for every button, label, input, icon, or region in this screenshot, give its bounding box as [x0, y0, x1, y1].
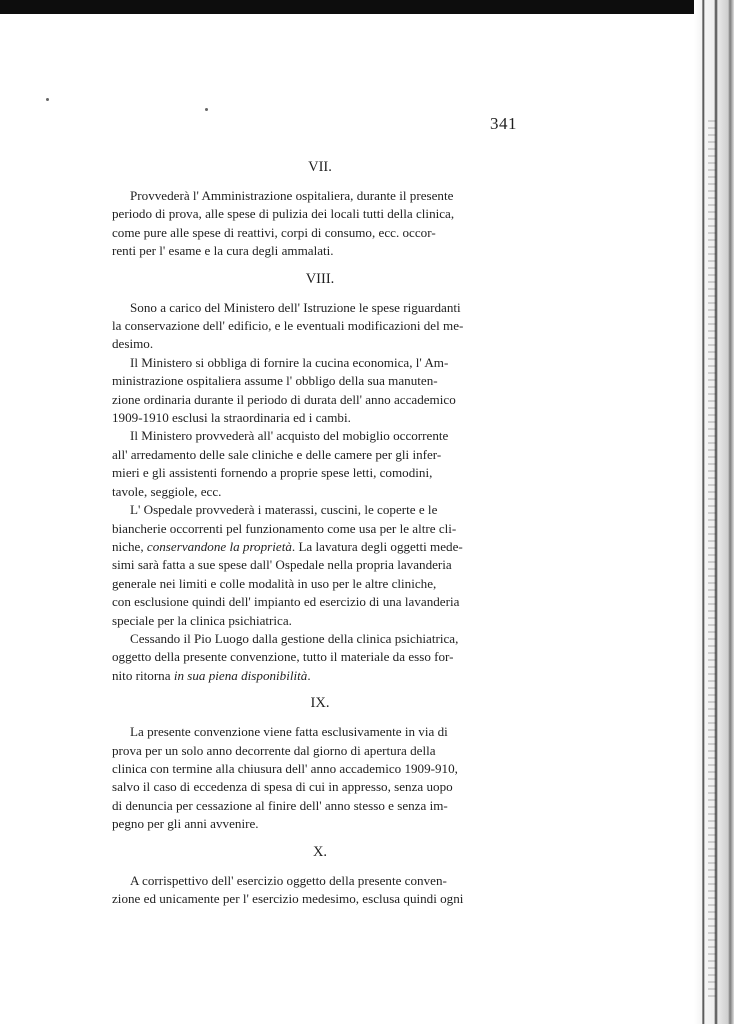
text-line: prova per un solo anno decorrente dal giorno di apertura della [112, 742, 436, 758]
text-line: tavole, seggiole, ecc. [112, 483, 222, 499]
text-line: all' arredamento delle sale cliniche e delle camere per gli infer- [112, 446, 442, 462]
page-number: 341 [490, 114, 517, 133]
section-heading: IX. [310, 695, 330, 712]
italic-text: conservandone la proprietà [146, 538, 292, 554]
text-line: simi sarà fatta a sue spese dall' Ospedale nella propria lavanderia [112, 557, 452, 573]
text-line: speciale per la clinica psichiatrica. [112, 612, 292, 628]
scan-top-border [0, 0, 734, 14]
text-line [112, 538, 528, 556]
paragraph [112, 501, 528, 630]
text-segment: niche, [112, 538, 147, 554]
text-segment: nito ritorna [112, 667, 174, 683]
paragraph [112, 299, 528, 354]
text-line: ministrazione ospitaliera assume l' obbligo della sua manuten- [112, 373, 438, 389]
text-line: Il Ministero si obbliga di fornire la cucina economica, l' Am- [130, 354, 449, 370]
text-line: La presente convenzione viene fatta esclusivamente in via di [130, 724, 448, 740]
paragraph [112, 427, 528, 501]
paragraph [112, 187, 528, 261]
text-line: zione ordinaria durante il periodo di durata dell' anno accademico [112, 391, 456, 407]
scan-speck [46, 98, 49, 101]
text-line: A corrispettivo dell' esercizio oggetto della presente conven- [130, 872, 447, 888]
paragraph [112, 630, 528, 685]
text-line: mieri e gli assistenti fornendo a proprie spese letti, comodini, [112, 465, 433, 481]
text-line: biancherie occorrenti pel funzionamento come usa per le altre cli- [112, 520, 457, 536]
text-line: desimo. [112, 336, 154, 352]
section-x [112, 842, 528, 909]
text-line: pegno per gli anni avvenire. [112, 816, 259, 832]
text-line: generale nei limiti e colle modalità in uso per le altre cliniche, [112, 575, 437, 591]
section-heading: VII. [308, 159, 332, 175]
scan-right-edge [694, 0, 734, 1024]
text-line: Il Ministero provvederà all' acquisto del mobiglio occorrente [130, 428, 449, 444]
text-line: 1909-1910 esclusi la straordinaria ed i cambi. [112, 410, 351, 426]
text-line: Provvederà l' Amministrazione ospitaliera, durante il presente [130, 188, 454, 203]
text-segment: . La lavatura degli oggetti mede- [291, 538, 463, 554]
text-line: salvo il caso di eccedenza di spesa di cui in appresso, senza uopo [112, 779, 453, 795]
text-line: la conservazione dell' edificio, e le eventuali modificazioni del me- [112, 318, 464, 334]
text-line: Sono a carico del Ministero dell' Istruzione le spese riguardanti [130, 299, 461, 315]
section-ix [112, 693, 528, 833]
text-line [112, 667, 528, 685]
section-heading: VIII. [305, 270, 335, 287]
text-line: Cessando il Pio Luogo dalla gestione della clinica psichiatrica, [130, 630, 459, 646]
scan-speck [205, 108, 208, 111]
section-vii [112, 157, 528, 261]
text-line: L' Ospedale provvederà i materassi, cuscini, le coperte e le [130, 502, 438, 518]
text-line: come pure alle spese di reattivi, corpi di consumo, ecc. occor- [112, 224, 436, 240]
text-line: periodo di prova, alle spese di pulizia dei locali tutti della clinica, [112, 206, 455, 222]
text-segment: . [307, 667, 311, 683]
document-body [112, 157, 528, 914]
text-line: clinica con termine alla chiusura dell' anno accademico 1909-910, [112, 760, 458, 776]
paragraph [112, 354, 528, 428]
text-line: oggetto della presente convenzione, tutto il materiale da esso for- [112, 649, 454, 665]
paragraph [112, 872, 528, 909]
text-line: di denuncia per cessazione al finire dell' anno stesso e senza im- [112, 797, 448, 813]
italic-text: in sua piena disponibilità [173, 667, 308, 683]
section-viii [112, 269, 528, 686]
text-line: renti per l' esame e la cura degli ammalati. [112, 243, 334, 259]
text-line: zione ed unicamente per l' esercizio medesimo, esclusa quindi ogni [112, 891, 464, 906]
section-heading: X. [312, 843, 328, 860]
text-line: con esclusione quindi dell' impianto ed esercizio di una lavanderia [112, 594, 460, 610]
paragraph [112, 723, 528, 833]
